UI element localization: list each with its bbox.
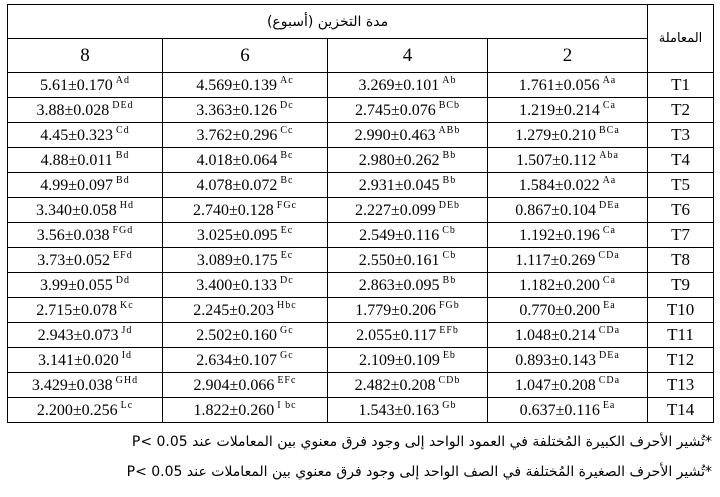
value-cell <box>328 348 488 373</box>
cell-value: 1.279±0.210 <box>515 127 596 144</box>
cell-value: 1.507±0.112 <box>516 152 597 169</box>
cell-value: 2.980±0.262 <box>358 152 440 169</box>
cell-value: 1.543±0.163 <box>358 402 440 419</box>
week-header: 8 <box>8 39 163 73</box>
cell-value: 1.761±0.056 <box>518 77 600 94</box>
significance-letters: Cb <box>442 250 457 261</box>
significance-letters: BCb <box>438 100 461 111</box>
value-cell <box>163 323 328 348</box>
value-cell <box>163 98 328 123</box>
significance-letters: Lc <box>120 400 134 411</box>
table-row <box>8 398 714 423</box>
significance-letters: DEa <box>599 350 620 361</box>
significance-letters: CDb <box>438 375 461 386</box>
significance-letters: Ab <box>442 75 457 86</box>
table-row <box>8 98 714 123</box>
significance-letters: Bd <box>116 175 130 186</box>
value-cell <box>328 223 488 248</box>
significance-letters: EFb <box>439 325 459 336</box>
value-cell <box>8 273 163 298</box>
significance-letters: EFd <box>113 250 133 261</box>
significance-letters: Dc <box>280 275 294 286</box>
treatment-label: T7 <box>648 223 714 248</box>
significance-letters: I bc <box>277 400 297 411</box>
significance-letters: Ca <box>602 275 616 286</box>
footnote-uppercase-letters: *تُشير الأحرف الكبيرة المُختلفة في العمود الواحد إلى وجود فرق معنوي بين المعاملات عند P< 0.05 <box>131 434 712 450</box>
cell-value: 2.634±0.107 <box>196 352 278 369</box>
cell-value: 2.745±0.076 <box>354 102 436 119</box>
value-cell <box>163 173 328 198</box>
significance-letters: Dc <box>280 100 294 111</box>
value-cell <box>328 373 488 398</box>
value-cell <box>488 148 648 173</box>
cell-value: 3.56±0.038 <box>36 227 110 244</box>
value-cell <box>328 98 488 123</box>
cell-value: 2.109±0.109 <box>359 352 440 369</box>
value-cell <box>488 98 648 123</box>
value-cell <box>488 273 648 298</box>
value-cell <box>163 123 328 148</box>
cell-value: 2.550±0.161 <box>358 252 440 269</box>
cell-value: 2.931±0.045 <box>358 177 440 194</box>
significance-letters: FGb <box>438 300 460 311</box>
value-cell <box>488 373 648 398</box>
table-row <box>8 348 714 373</box>
week-header: 6 <box>163 39 328 73</box>
treatment-label: T1 <box>648 73 714 98</box>
cell-value: 3.089±0.175 <box>196 252 278 269</box>
value-cell <box>328 148 488 173</box>
significance-letters: Ea <box>603 300 616 311</box>
table-row <box>8 73 714 98</box>
significance-letters: CDa <box>598 375 621 386</box>
cell-value: 1.117±0.269 <box>515 252 596 269</box>
value-cell <box>488 248 648 273</box>
table-row <box>8 173 714 198</box>
value-cell <box>163 373 328 398</box>
value-cell <box>328 273 488 298</box>
significance-letters: CDa <box>598 250 620 261</box>
value-cell <box>488 323 648 348</box>
significance-letters: Gb <box>442 400 457 411</box>
significance-letters: Eb <box>442 350 456 361</box>
significance-letters: Id <box>121 350 133 361</box>
value-cell <box>163 73 328 98</box>
cell-value: 2.863±0.095 <box>358 277 440 294</box>
significance-letters: DEa <box>599 200 620 211</box>
cell-value: 2.055±0.117 <box>356 327 437 344</box>
significance-letters: Dd <box>115 275 130 286</box>
significance-letters: Aba <box>599 150 619 161</box>
table-row <box>8 323 714 348</box>
cell-value: 2.482±0.208 <box>354 377 436 394</box>
significance-letters: Hbc <box>277 300 297 311</box>
cell-value: 3.429±0.038 <box>31 377 113 394</box>
value-cell <box>328 298 488 323</box>
treatment-label: T8 <box>648 248 714 273</box>
cell-value: 3.400±0.133 <box>196 277 278 294</box>
value-cell <box>8 298 163 323</box>
table-row <box>8 223 714 248</box>
significance-letters: Bb <box>442 150 457 161</box>
cell-value: 3.340±0.058 <box>35 202 117 219</box>
significance-letters: Jd <box>121 325 133 336</box>
cell-value: 2.245±0.203 <box>193 302 275 319</box>
table-row <box>8 373 714 398</box>
treatment-label: T3 <box>648 123 714 148</box>
value-cell <box>8 98 163 123</box>
cell-value: 1.219±0.214 <box>519 102 600 119</box>
footnote-lowercase-letters: *تُشير الأحرف الصغيرة المُختلفة في الصف الواحد إلى وجود فرق معنوي بين المعاملات عند P< 0.05 <box>126 464 712 480</box>
cell-value: 3.269±0.101 <box>358 77 440 94</box>
significance-letters: Aa <box>602 75 617 86</box>
value-cell <box>163 198 328 223</box>
significance-letters: ABb <box>438 125 461 136</box>
treatment-label: T14 <box>648 398 714 423</box>
value-cell <box>8 73 163 98</box>
significance-letters: Kc <box>120 300 134 311</box>
significance-letters: DEb <box>438 200 461 211</box>
table-row <box>8 248 714 273</box>
table-row <box>8 148 714 173</box>
cell-value: 1.822±0.260 <box>193 402 275 419</box>
significance-letters: Bc <box>280 150 294 161</box>
week-header: 2 <box>488 39 648 73</box>
treatment-label: T4 <box>648 148 714 173</box>
significance-letters: Cc <box>280 125 294 136</box>
value-cell <box>163 248 328 273</box>
value-cell <box>163 398 328 423</box>
cell-value: 2.715±0.078 <box>36 302 118 319</box>
value-cell <box>8 248 163 273</box>
cell-value: 1.047±0.208 <box>514 377 596 394</box>
value-cell <box>8 173 163 198</box>
results-table <box>7 4 714 423</box>
cell-value: 2.740±0.128 <box>192 202 274 219</box>
significance-letters: Ca <box>602 100 616 111</box>
significance-letters: Ac <box>280 75 294 86</box>
value-cell <box>8 123 163 148</box>
value-cell <box>488 398 648 423</box>
value-cell <box>8 198 163 223</box>
significance-letters: Bd <box>115 150 130 161</box>
treatment-label: T6 <box>648 198 714 223</box>
cell-value: 3.363±0.126 <box>196 102 278 119</box>
treatment-label: T11 <box>648 323 714 348</box>
table-row <box>8 198 714 223</box>
cell-value: 0.893±0.143 <box>515 352 596 369</box>
treatment-label: T2 <box>648 98 714 123</box>
cell-value: 0.867±0.104 <box>515 202 596 219</box>
cell-value: 2.904±0.066 <box>193 377 275 394</box>
value-cell <box>163 273 328 298</box>
significance-letters: CDa <box>598 325 621 336</box>
significance-letters: Ca <box>602 225 616 236</box>
treatment-label: T10 <box>648 298 714 323</box>
cell-value: 4.99±0.097 <box>40 177 114 194</box>
value-cell <box>488 198 648 223</box>
table-row <box>8 123 714 148</box>
cell-value: 3.99±0.055 <box>39 277 113 294</box>
cell-value: 2.502±0.160 <box>196 327 278 344</box>
cell-value: 1.182±0.200 <box>519 277 600 294</box>
value-cell <box>328 398 488 423</box>
value-cell <box>8 373 163 398</box>
week-header: 4 <box>328 39 488 73</box>
value-cell <box>328 323 488 348</box>
cell-value: 2.227±0.099 <box>354 202 436 219</box>
value-cell <box>488 223 648 248</box>
storage-duration-header: مدة التخزين (أسبوع) <box>8 5 648 39</box>
significance-letters: BCa <box>599 125 620 136</box>
cell-value: 3.88±0.028 <box>36 102 110 119</box>
value-cell <box>328 248 488 273</box>
table-row <box>8 273 714 298</box>
cell-value: 4.88±0.011 <box>40 152 113 169</box>
cell-value: 0.637±0.116 <box>519 402 600 419</box>
significance-letters: Aa <box>602 175 617 186</box>
cell-value: 4.078±0.072 <box>196 177 278 194</box>
value-cell <box>8 148 163 173</box>
treatment-header: المعاملة <box>648 5 714 73</box>
significance-letters: Cb <box>442 225 456 236</box>
value-cell <box>8 223 163 248</box>
value-cell <box>488 348 648 373</box>
cell-value: 1.584±0.022 <box>518 177 600 194</box>
cell-value: 4.45±0.323 <box>40 127 114 144</box>
significance-letters: Cd <box>116 125 130 136</box>
cell-value: 1.048±0.214 <box>514 327 596 344</box>
cell-value: 5.61±0.170 <box>39 77 113 94</box>
cell-value: 1.779±0.206 <box>355 302 436 319</box>
significance-letters: GHd <box>115 375 139 386</box>
cell-value: 3.762±0.296 <box>196 127 278 144</box>
significance-letters: Bb <box>442 275 457 286</box>
treatment-label: T5 <box>648 173 714 198</box>
significance-letters: Hd <box>119 200 134 211</box>
cell-value: 3.025±0.095 <box>196 227 278 244</box>
significance-letters: Ec <box>280 225 294 236</box>
value-cell <box>488 298 648 323</box>
table-row <box>8 298 714 323</box>
value-cell <box>328 198 488 223</box>
significance-letters: Bc <box>280 175 294 186</box>
treatment-label: T12 <box>648 348 714 373</box>
cell-value: 2.990±0.463 <box>354 127 436 144</box>
value-cell <box>488 173 648 198</box>
value-cell <box>328 173 488 198</box>
significance-letters: Gc <box>280 350 294 361</box>
significance-letters: EFc <box>277 375 297 386</box>
value-cell <box>163 298 328 323</box>
cell-value: 2.200±0.256 <box>36 402 118 419</box>
significance-letters: Bb <box>442 175 457 186</box>
treatment-label: T9 <box>648 273 714 298</box>
value-cell <box>8 398 163 423</box>
value-cell <box>163 223 328 248</box>
significance-letters: Ec <box>280 250 294 261</box>
value-cell <box>488 123 648 148</box>
cell-value: 1.192±0.196 <box>519 227 600 244</box>
cell-value: 3.73±0.052 <box>37 252 111 269</box>
cell-value: 4.018±0.064 <box>196 152 278 169</box>
treatment-label: T13 <box>648 373 714 398</box>
value-cell <box>8 348 163 373</box>
value-cell <box>8 323 163 348</box>
value-cell <box>488 73 648 98</box>
significance-letters: DEd <box>112 100 134 111</box>
cell-value: 3.141±0.020 <box>37 352 119 369</box>
value-cell <box>328 73 488 98</box>
value-cell <box>328 123 488 148</box>
cell-value: 4.569±0.139 <box>196 77 278 94</box>
significance-letters: FGc <box>276 200 297 211</box>
cell-value: 0.770±0.200 <box>519 302 601 319</box>
significance-letters: FGd <box>112 225 134 236</box>
significance-letters: Gc <box>280 325 294 336</box>
significance-letters: Ad <box>115 75 130 86</box>
significance-letters: Ea <box>602 400 616 411</box>
cell-value: 2.943±0.073 <box>37 327 119 344</box>
value-cell <box>163 148 328 173</box>
value-cell <box>163 348 328 373</box>
cell-value: 2.549±0.116 <box>359 227 440 244</box>
